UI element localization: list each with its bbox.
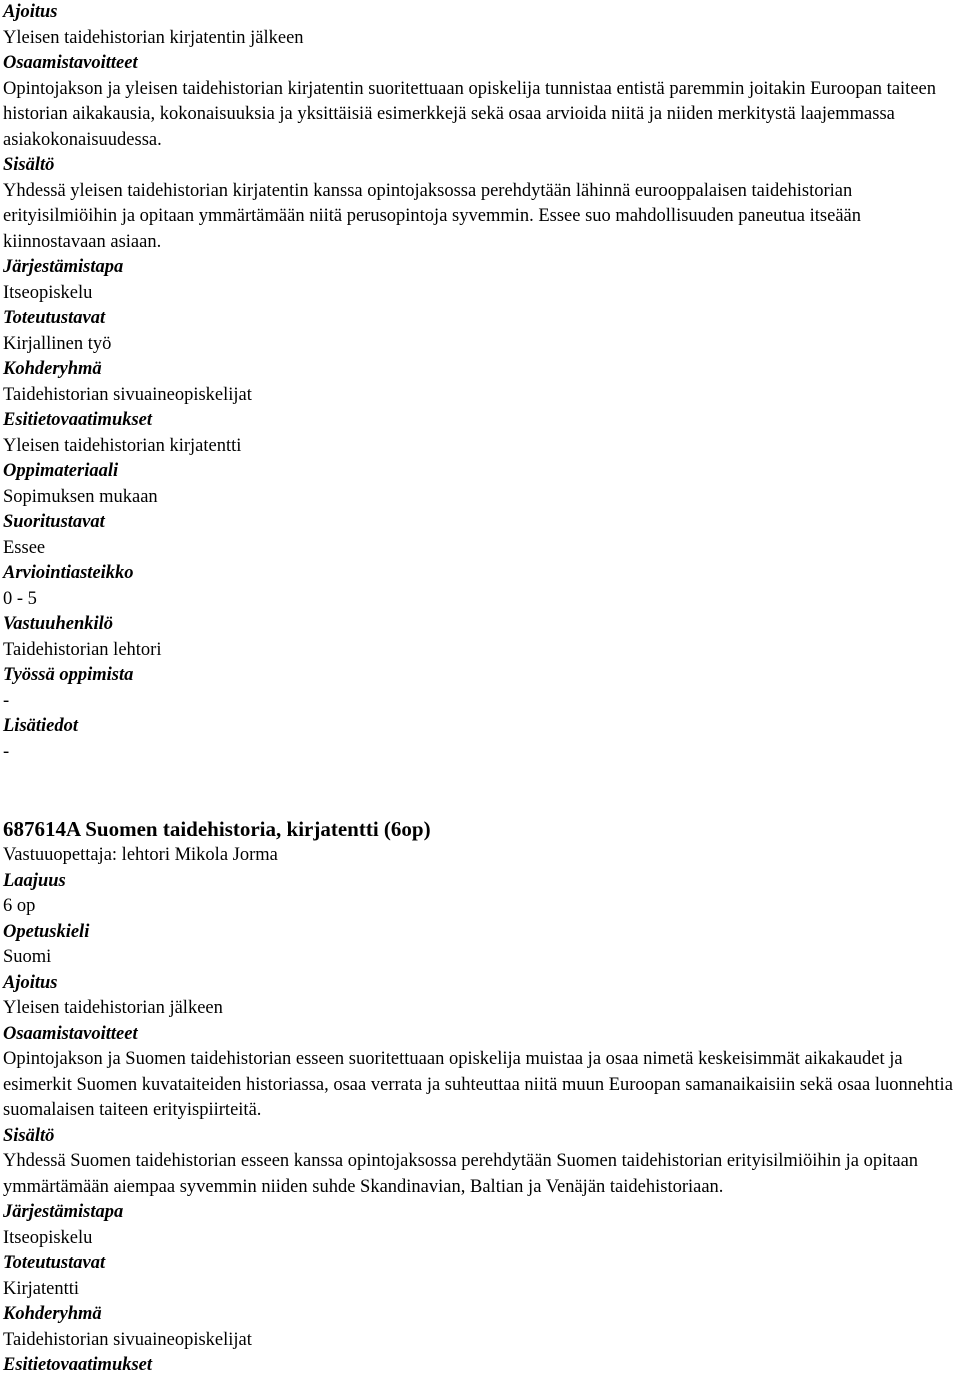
field-value-lisatiedot: - xyxy=(3,741,10,762)
field-label-arviointiasteikko: Arviointiasteikko xyxy=(3,563,134,583)
field-value-suoritustavat: Essee xyxy=(3,537,46,558)
field-label-jarjestamistapa-2: Järjestämistapa xyxy=(3,1202,124,1222)
field-label-oppimateriaali: Oppimateriaali xyxy=(3,461,119,481)
field-label-vastuuhenkilo: Vastuuhenkilö xyxy=(3,614,114,634)
field-value-esitietovaatimukset: Yleisen taidehistorian kirjatentti xyxy=(3,435,242,456)
field-label-jarjestamistapa: Järjestämistapa xyxy=(3,257,124,277)
field-label-esitietovaatimukset-2: Esitietovaatimukset xyxy=(3,1355,153,1375)
field-label-tyossa-oppimista: Työssä oppimista xyxy=(3,665,134,685)
field-label-osaamistavoitteet-2: Osaamistavoitteet xyxy=(3,1023,138,1044)
field-value-sisalto-2: Yhdessä Suomen taidehistorian esseen kanssa opintojaksossa perehdytään Suomen taidehistorian erityisilmiöihin ja opitaan ymmärtämään aiempaa syvemmin niiden suhde Skandinavian, Baltian ja Venäjän taidehistoriaan. xyxy=(3,1151,919,1197)
field-value-ajoitus: Yleisen taidehistorian kirjatentin jälkeen xyxy=(3,27,304,48)
field-label-kohderyhma-2: Kohderyhmä xyxy=(3,1304,102,1324)
field-label-toteutustavat: Toteutustavat xyxy=(3,308,106,328)
field-label-esitietovaatimukset: Esitietovaatimukset xyxy=(3,410,153,430)
field-value-toteutustavat: Kirjallinen työ xyxy=(3,333,112,354)
field-label-lisatiedot: Lisätiedot xyxy=(3,716,79,736)
field-value-kohderyhma-2: Taidehistorian sivuaineopiskelijat xyxy=(3,1329,252,1350)
field-value-arviointiasteikko: 0 - 5 xyxy=(3,588,37,609)
field-value-vastuuhenkilo: Taidehistorian lehtori xyxy=(3,639,162,660)
field-label-sisalto-2: Sisältö xyxy=(3,1125,55,1146)
field-value-sisalto: Yhdessä yleisen taidehistorian kirjatentin kanssa opintojaksossa perehdytään lähinnä eurooppalaisen taidehistorian erityisilmiöihin ja opitaan ymmärtämään niitä perusopintoja syvemmin. Essee suo mahdollisuuden paneutua itseään kiinnostavaan asiaan. xyxy=(3,180,862,252)
course-responsible-teacher: Vastuuopettaja: lehtori Mikola Jorma xyxy=(3,845,278,865)
field-value-jarjestamistapa-2: Itseopiskelu xyxy=(3,1227,93,1248)
field-label-opetuskieli: Opetuskieli xyxy=(3,921,90,942)
field-label-suoritustavat: Suoritustavat xyxy=(3,512,105,532)
field-value-oppimateriaali: Sopimuksen mukaan xyxy=(3,486,158,507)
field-value-toteutustavat-2: Kirjatentti xyxy=(3,1278,80,1299)
field-value-ajoitus-2: Yleisen taidehistorian jälkeen xyxy=(3,998,223,1018)
field-value-kohderyhma: Taidehistorian sivuaineopiskelijat xyxy=(3,384,252,405)
field-label-laajuus: Laajuus xyxy=(3,870,66,891)
field-value-opetuskieli: Suomi xyxy=(3,947,52,967)
field-value-laajuus: 6 op xyxy=(3,896,36,916)
field-label-sisalto: Sisältö xyxy=(3,155,55,175)
field-label-toteutustavat-2: Toteutustavat xyxy=(3,1253,106,1273)
field-label-ajoitus: Ajoitus xyxy=(3,2,58,22)
field-value-osaamistavoitteet: Opintojakson ja yleisen taidehistorian kirjatentin suoritettuaan opiskelija tunnistaa entistä paremmin joitakin Euroopan taiteen historian aikakausia, kokonaisuuksia ja yksittäisiä esimerkkejä sekä osaa arvioida niitä ja niiden merkitystä laajemmassa asiakokonaisuudessa. xyxy=(3,78,936,150)
field-value-osaamistavoitteet-2: Opintojakson ja Suomen taidehistorian esseen suoritettuaan opiskelija muistaa ja osaa nimetä keskeisimmät aikakaudet ja esimerkit Suomen kuvataiteiden historiassa, osaa verrata ja suhteuttaa niitä muun Euroopan samanaikaisiin sekä osaa luonnehtia suomalaisen taiteen erityispiirteitä. xyxy=(3,1049,953,1120)
field-label-ajoitus-2: Ajoitus xyxy=(3,972,58,993)
field-value-tyossa-oppimista: - xyxy=(3,690,10,711)
field-label-kohderyhma: Kohderyhmä xyxy=(3,359,102,379)
field-label-osaamistavoitteet: Osaamistavoitteet xyxy=(3,53,138,73)
course-heading: 687614A Suomen taidehistoria, kirjatentti (6op) xyxy=(3,817,431,841)
field-value-jarjestamistapa: Itseopiskelu xyxy=(3,282,93,303)
